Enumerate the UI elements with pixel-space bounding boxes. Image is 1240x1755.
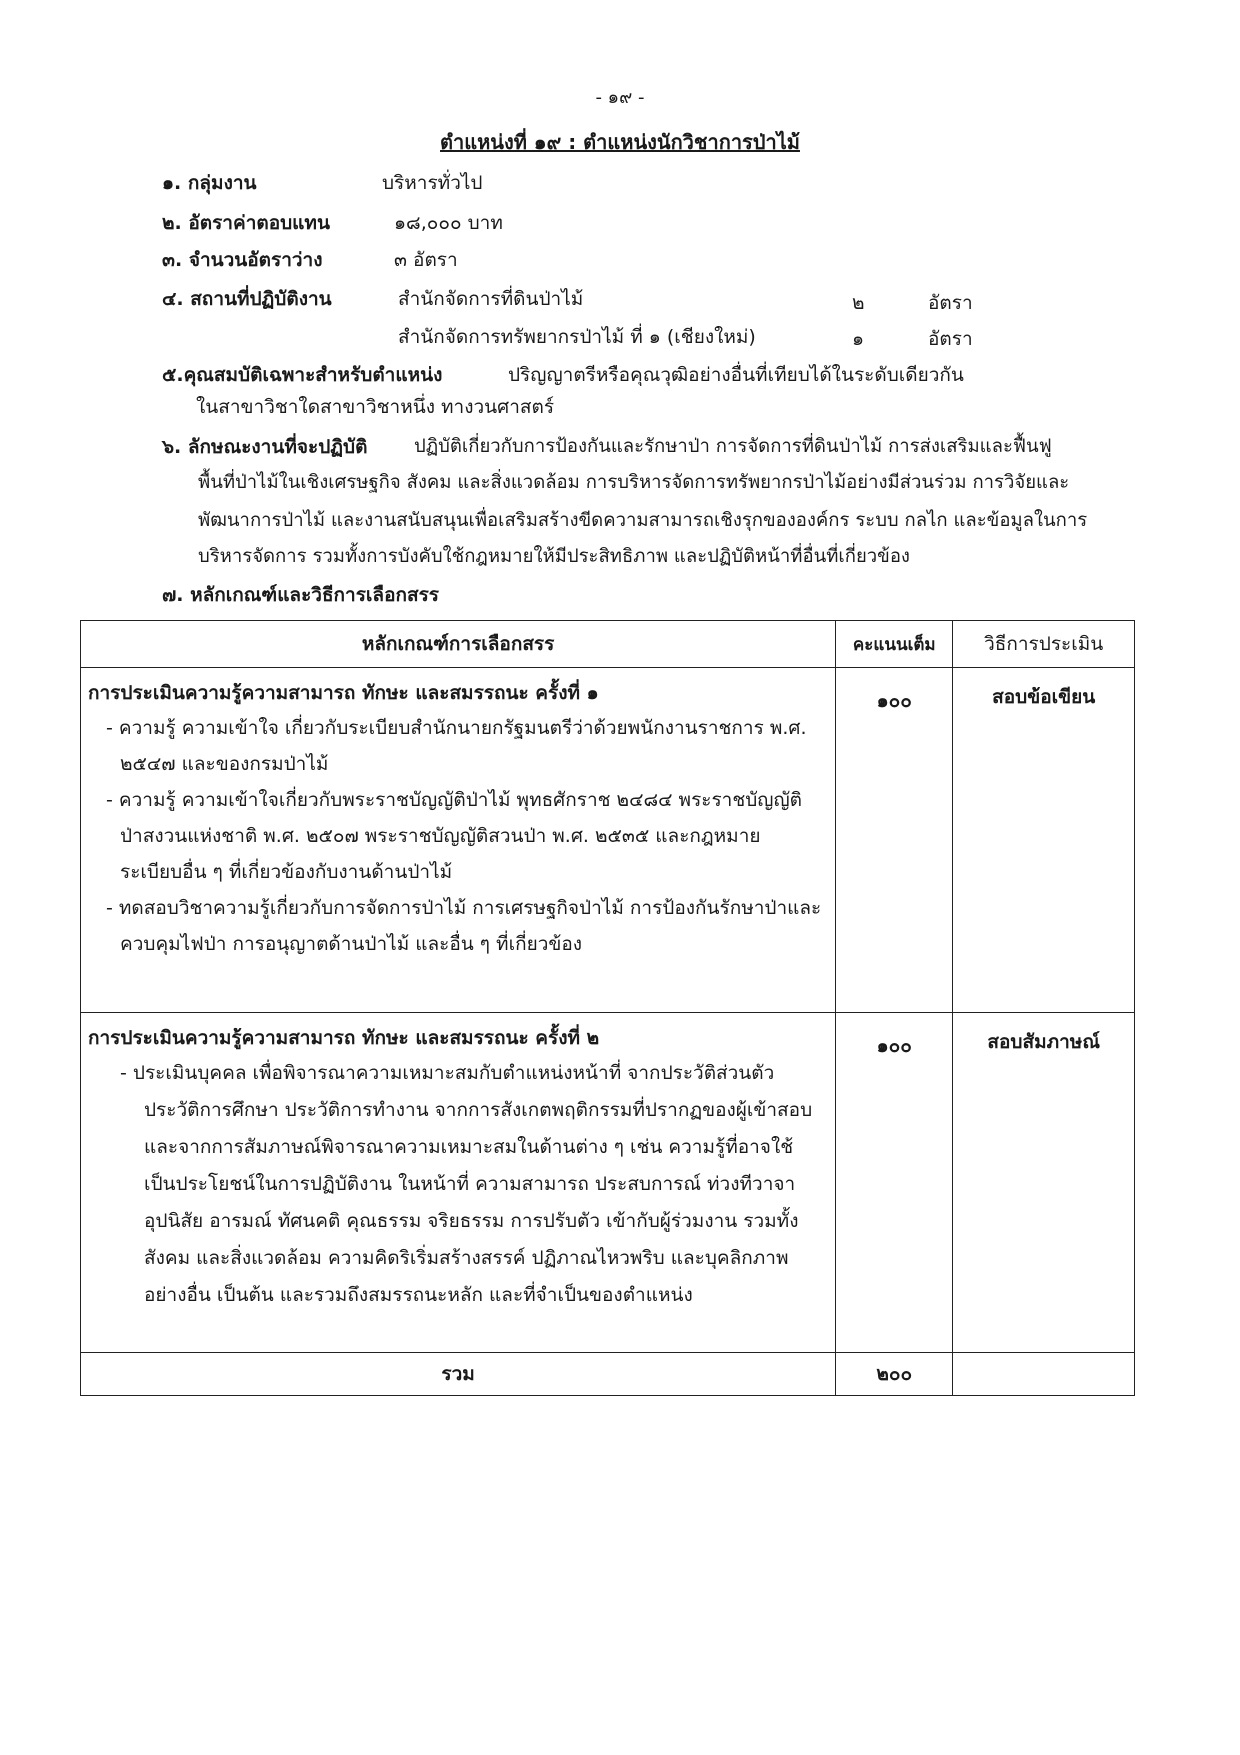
workplace-count-2: ๑	[852, 328, 865, 350]
round-1-item-3: - ทดสอบวิชาความรู้เกี่ยวกับการจัดการป่าไม้ การเศรษฐกิจป่าไม้ การป้องกันรักษาป่าและควบคุมไฟป่า การอนุญาตด้านป่าไม้ และอื่น ๆ ที่เกี่ยวข้อง	[106, 897, 822, 955]
round-1-heading: การประเมินความรู้ความสามารถ ทักษะ และสมรรถนะ ครั้งที่ ๑	[88, 682, 599, 704]
page-title: ตำแหน่งที่ ๑๙ : ตำแหน่งนักวิชาการป่าไม้	[440, 130, 800, 154]
field-value-group: บริหารทั่วไป	[382, 172, 483, 194]
table-row-round-1	[81, 668, 1135, 1013]
duties-text-3: พัฒนาการป่าไม้ และงานสนับสนุนเพื่อเสริมสร้างขีดความสามารถเชิงรุกขององค์กร ระบบ กลไก และข้อมูลในการ	[198, 510, 1088, 531]
round-1-item-1: - ความรู้ ความเข้าใจ เกี่ยวกับระเบียบสำนักนายกรัฐมนตรีว่าด้วยพนักงานราชการ พ.ศ. ๒๕๔๗ และของกรมป่าไม้	[106, 717, 807, 775]
duties-text-2: พื้นที่ป่าไม้ในเชิงเศรษฐกิจ สังคม และสิ่งแวดล้อม การบริหารจัดการทรัพยากรป่าไม้อย่างมีส่วนร่วม การวิจัยและ	[198, 472, 1070, 493]
qualification-text-1: ปริญญาตรีหรือคุณวุฒิอย่างอื่นที่เทียบได้ในระดับเดียวกัน	[508, 364, 964, 386]
round-2-item-1: - ประเมินบุคคล เพื่อพิจารณาความเหมาะสมกับตำแหน่งหน้าที่ จากประวัติส่วนตัว ประวัติการศึกษา ประวัติการทำงาน จากการสังเกตพฤติกรรมที่ปรากฏของผู้เข้าสอบและจากการสัมภาษณ์พิจารณาความเหมาะสมในด้านต่าง ๆ เช่น ความรู้ที่อาจใช้เป็นประโยชน์ในการปฏิบัติงาน ในหน้าที่ ความสามารถ ประสบการณ์ ท่วงทีวาจา อุปนิสัย อารมณ์ ทัศนคติ คุณธรรม จริยธรรม การปรับตัว เข้ากับผู้ร่วมงาน รวมทั้งสังคม และสิ่งแวดล้อม ความคิดริเริ่มสร้างสรรค์ ปฏิภาณไหวพริบ และบุคลิกภาพอย่างอื่น เป็นต้น และรวมถึงสมรรถนะหลัก และที่จำเป็นของตำแหน่ง	[120, 1062, 813, 1306]
table-header-row	[81, 621, 1135, 668]
field-label-vacancies: ๓. จำนวนอัตราว่าง	[162, 249, 323, 271]
round-2-score: ๑๐๐	[836, 1013, 953, 1353]
round-2-method: สอบสัมภาษณ์	[953, 1013, 1135, 1353]
table-row-round-2	[81, 1013, 1135, 1353]
duties-text-1: ปฏิบัติเกี่ยวกับการป้องกันและรักษาป่า การจัดการที่ดินป่าไม้ การส่งเสริมและฟื้นฟู	[414, 436, 1052, 457]
round-1-score: ๑๐๐	[836, 668, 953, 1013]
page-number: - ๑๙ -	[595, 87, 645, 108]
workplace-unit-2: อัตรา	[928, 328, 973, 350]
field-label-compensation: ๒. อัตราค่าตอบแทน	[162, 212, 330, 234]
round-2-criteria-cell	[81, 1013, 836, 1353]
duties-text-4: บริหารจัดการ รวมทั้งการบังคับใช้กฎหมายให้มีประสิทธิภาพ และปฏิบัติหน้าที่อื่นที่เกี่ยวข้อง	[198, 546, 910, 567]
total-method-empty	[953, 1353, 1135, 1396]
round-2-heading: การประเมินความรู้ความสามารถ ทักษะ และสมรรถนะ ครั้งที่ ๒	[88, 1027, 600, 1049]
header-method: วิธีการประเมิน	[953, 621, 1135, 668]
table-row-total	[81, 1353, 1135, 1396]
workplace-name-1: สำนักจัดการที่ดินป่าไม้	[398, 288, 584, 310]
selection-criteria-table	[80, 620, 1135, 1396]
round-1-method: สอบข้อเขียน	[953, 668, 1135, 1013]
header-criteria: หลักเกณฑ์การเลือกสรร	[81, 621, 836, 668]
workplace-label: ๔. สถานที่ปฏิบัติงาน	[162, 288, 332, 310]
field-value-vacancies: ๓ อัตรา	[394, 249, 458, 271]
workplace-unit-1: อัตรา	[928, 292, 973, 314]
qualification-label: ๕.คุณสมบัติเฉพาะสำหรับตำแหน่ง	[162, 364, 443, 386]
workplace-name-2: สำนักจัดการทรัพยากรป่าไม้ ที่ ๑ (เชียงใหม่)	[398, 326, 756, 348]
round-1-criteria-cell	[81, 668, 836, 1013]
duties-label: ๖. ลักษณะงานที่จะปฏิบัติ	[162, 436, 368, 458]
selection-label: ๗. หลักเกณฑ์และวิธีการเลือกสรร	[162, 584, 439, 606]
round-1-item-2: - ความรู้ ความเข้าใจเกี่ยวกับพระราชบัญญัติป่าไม้ พุทธศักราช ๒๔๘๔ พระราชบัญญัติป่าสงวนแห่งชาติ พ.ศ. ๒๕๐๗ พระราชบัญญัติสวนป่า พ.ศ. ๒๕๓๕ และกฎหมาย ระเบียบอื่น ๆ ที่เกี่ยวข้องกับงานด้านป่าไม้	[106, 789, 803, 883]
field-label-group: ๑. กลุ่มงาน	[162, 172, 257, 194]
total-label: รวม	[81, 1353, 836, 1396]
workplace-count-1: ๒	[852, 292, 865, 314]
field-value-compensation: ๑๘,๐๐๐ บาท	[394, 212, 503, 234]
header-score: คะแนนเต็ม	[836, 621, 953, 668]
total-score: ๒๐๐	[836, 1353, 953, 1396]
qualification-text-2: ในสาขาวิชาใดสาขาวิชาหนึ่ง ทางวนศาสตร์	[196, 396, 555, 418]
